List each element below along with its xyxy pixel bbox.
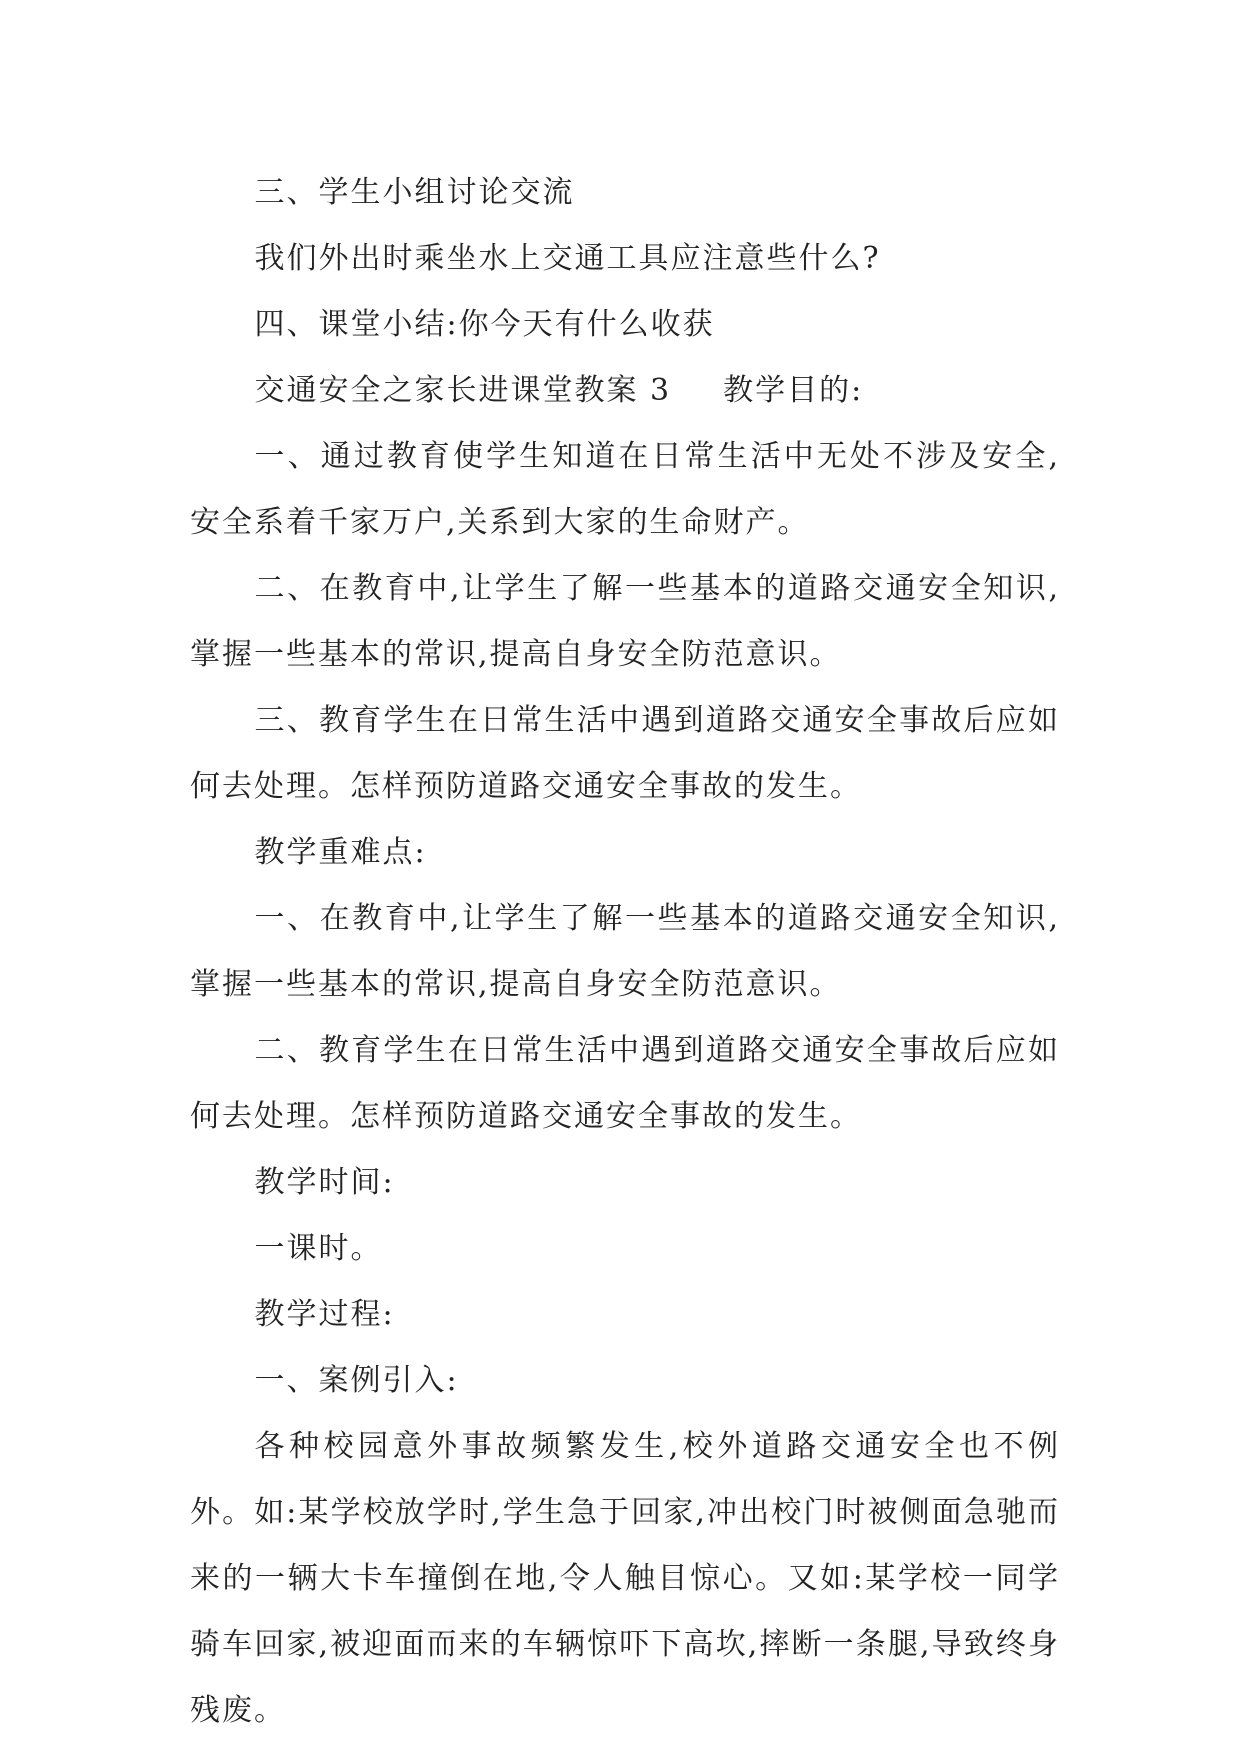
paragraph-question: 我们外出时乘坐水上交通工具应注意些什么? <box>254 241 881 276</box>
paragraph-lesson-title <box>190 358 1060 424</box>
paragraph-key-point-1: 一、在教育中,让学生了解一些基本的道路交通安全知识,掌握一些基本的常识,提高自身安全防范意识。 <box>190 901 1060 1002</box>
paragraph-case-heading: 一、案例引入: <box>254 1363 459 1398</box>
paragraph-time-value: 一课时。 <box>254 1231 383 1266</box>
paragraph-goal-1: 一、通过教育使学生知道在日常生活中无处不涉及安全,安全系着千家万户,关系到大家的生命财产。 <box>190 439 1060 540</box>
paragraph-case-text: 各种校园意外事故频繁发生,校外道路交通安全也不例外。如:某学校放学时,学生急于回家,冲出校门时被侧面急驰而来的一辆大卡车撞倒在地,令人触目惊心。又如:某学校一同学骑车回家,被迎面而来的车辆惊吓下高坎,摔断一条腿,导致终身残废。 <box>190 1429 1060 1728</box>
paragraph-key-point-2: 二、教育学生在日常生活中遇到道路交通安全事故后应如何去处理。怎样预防道路交通安全事故的发生。 <box>190 1033 1060 1134</box>
teaching-goal-heading: 教学目的: <box>723 373 864 408</box>
paragraph-summary: 四、课堂小结:你今天有什么收获 <box>254 307 715 342</box>
document-body <box>190 160 1060 1744</box>
paragraph-discussion: 三、学生小组讨论交流 <box>254 175 575 210</box>
paragraph-time-heading: 教学时间: <box>254 1165 395 1200</box>
paragraph-process-heading: 教学过程: <box>254 1297 395 1332</box>
paragraph-goal-3: 三、教育学生在日常生活中遇到道路交通安全事故后应如何去处理。怎样预防道路交通安全事故的发生。 <box>190 703 1060 804</box>
paragraph-goal-2: 二、在教育中,让学生了解一些基本的道路交通安全知识,掌握一些基本的常识,提高自身安全防范意识。 <box>190 571 1060 672</box>
lesson-title: 交通安全之家长进课堂教案 3 <box>254 373 672 408</box>
paragraph-key-points-heading: 教学重难点: <box>254 835 427 870</box>
